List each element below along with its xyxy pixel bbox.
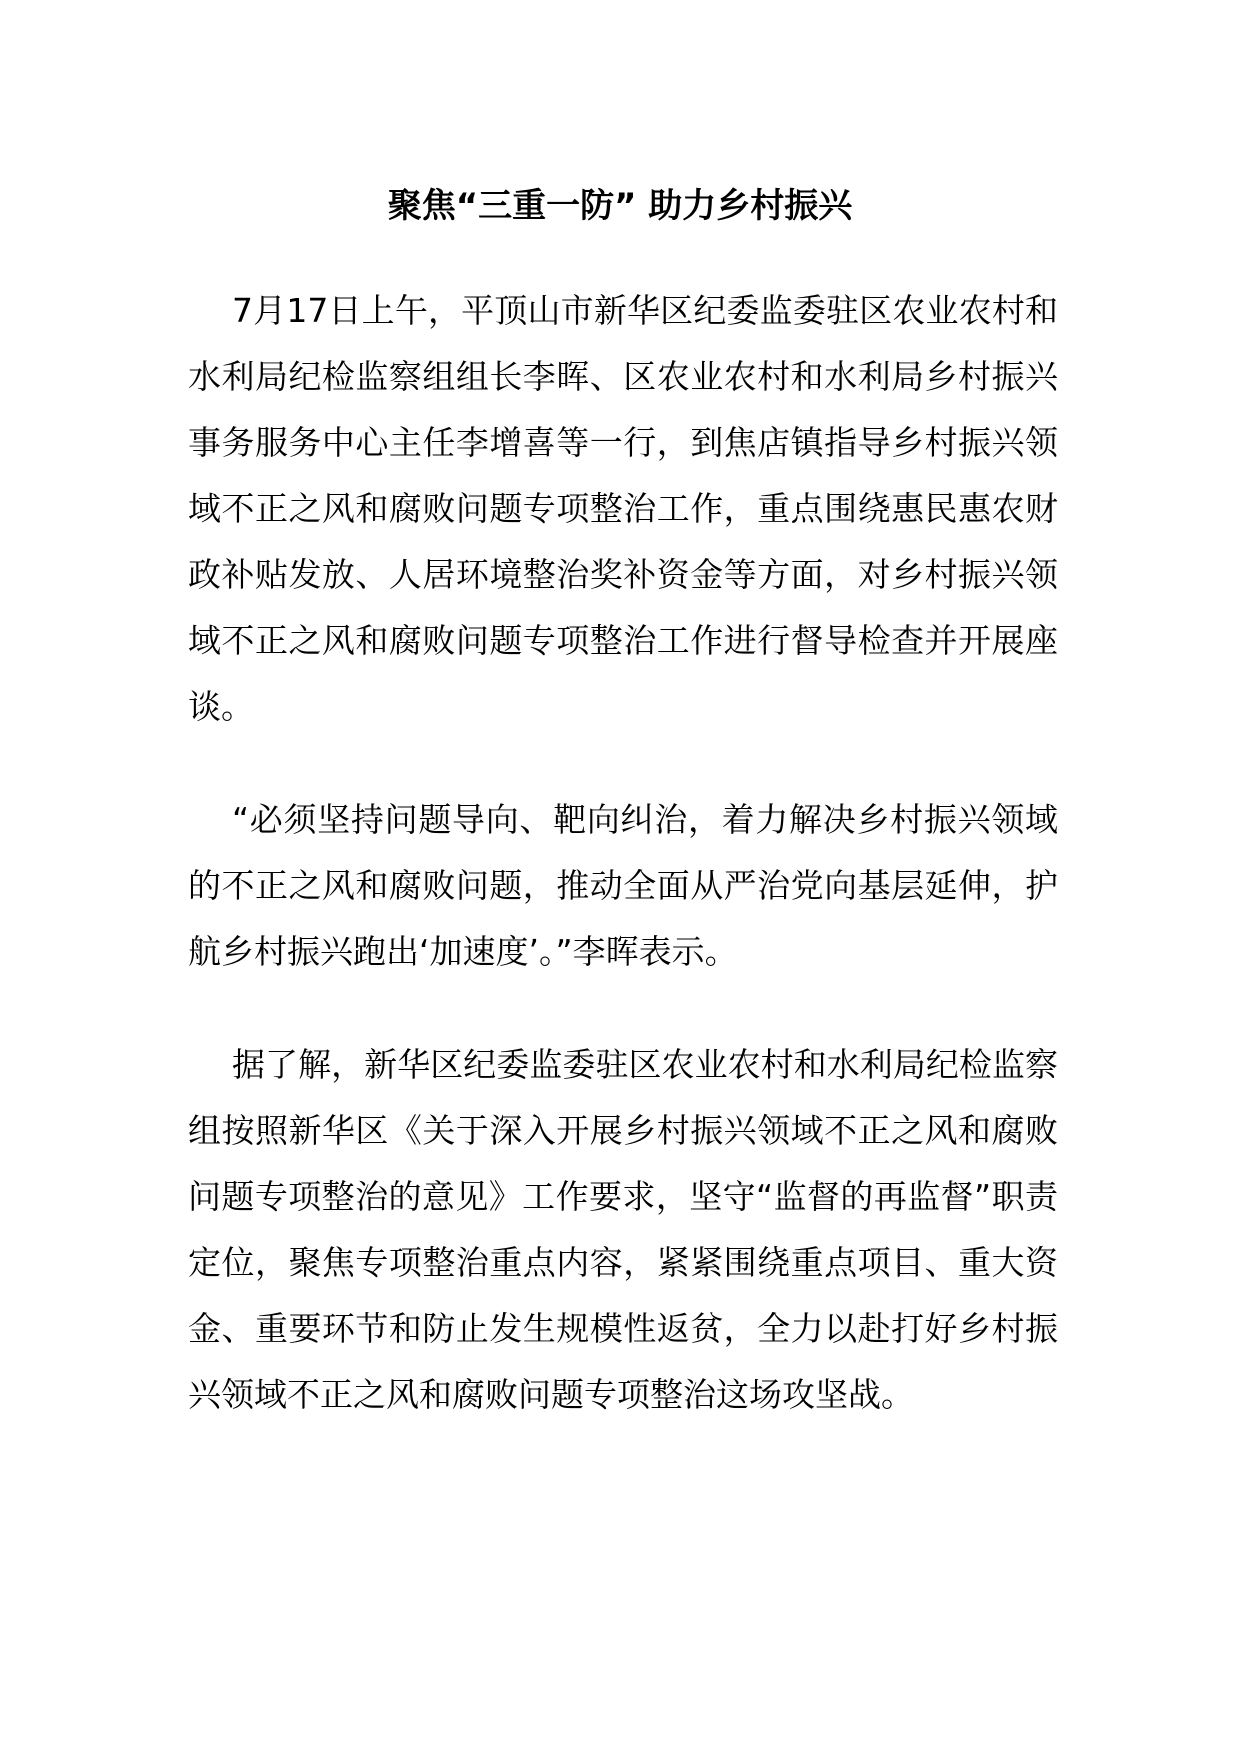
document-title: 聚焦“三重一防” 助力乡村振兴 bbox=[387, 186, 853, 226]
paragraph-3: 据了解，新华区纪委监委驻区农业农村和水利局纪检监察组按照新华区《关于深入开展乡村振兴领域不正之风和腐败问题专项整治的意见》工作要求，坚守“监督的再监督”职责定位，聚焦专项整治重点内容，紧紧围绕重点项目、重大资金、重要环节和防止发生规模性返贫，全力以赴打好乡村振兴领域不正之风和腐败问题专项整治这场攻坚战。 bbox=[188, 1045, 1058, 1414]
paragraph-2: “必须坚持问题导向、靶向纠治，着力解决乡村振兴领域的不正之风和腐败问题，推动全面从严治党向基层延伸，护航乡村振兴跑出‘加速度’。”李晖表示。 bbox=[188, 800, 1058, 971]
document-body bbox=[188, 278, 1058, 1428]
paragraph-1: 7月17日上午，平顶山市新华区纪委监委驻区农业农村和水利局纪检监察组组长李晖、区农业农村和水利局乡村振兴事务服务中心主任李增喜等一行，到焦店镇指导乡村振兴领域不正之风和腐败问题专项整治工作，重点围绕惠民惠农财政补贴发放、人居环境整治奖补资金等方面，对乡村振兴领域不正之风和腐败问题专项整治工作进行督导检查并开展座谈。 bbox=[188, 291, 1058, 726]
